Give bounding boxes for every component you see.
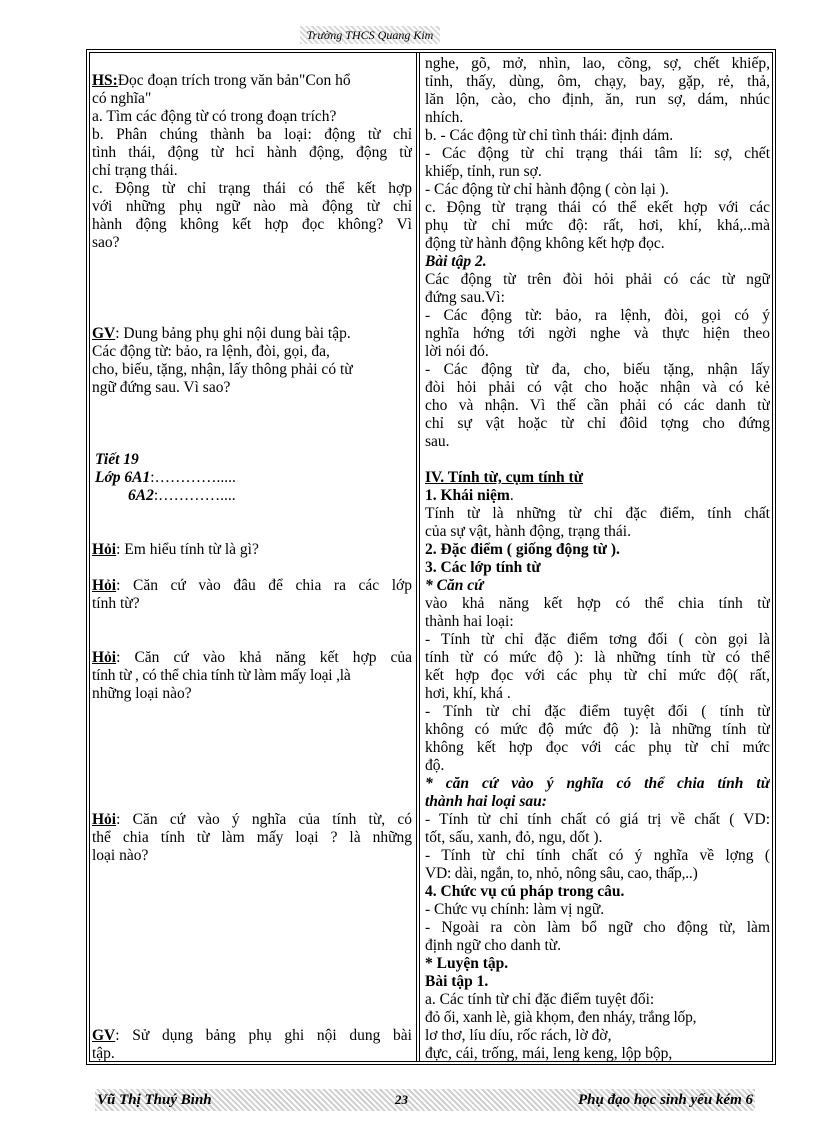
answer-line: động từ hành động không kết hợp đọc. (425, 235, 665, 252)
concept-line: Tính từ là những từ chỉ đặc điểm, tính chất (425, 505, 770, 522)
answer-line: nhích. (425, 109, 464, 126)
page-footer (95, 1089, 755, 1111)
gv1-line (92, 325, 351, 343)
footer-subject: Phụ đạo học sinh yếu kém 6 (577, 1092, 753, 1108)
hs-label: HS: (92, 72, 118, 89)
lop2-label: 6A2 (128, 487, 154, 504)
answer-line: khiếp, tỉnh, run sợ. (425, 163, 542, 180)
meaning-line: - Tính từ chỉ tính chất có ý nghĩa về lợng ( (425, 847, 770, 864)
exercise-2-line: nghĩa hớng tới ngời nghe và thực hiện theo (425, 325, 770, 342)
class-line: hơi, khí, khá . (425, 685, 511, 702)
gv1-line-3: ngữ đứng sau. Vì sao? (92, 379, 231, 396)
class-line: kết hợp đọc với các phụ từ chỉ mức độ( rất, (425, 667, 770, 684)
question-2 (92, 577, 412, 595)
page-number: 23 (395, 1092, 408, 1107)
hoi-label: Hỏi (92, 649, 117, 666)
exercise-1-line: a. Các tính từ chỉ đặc điểm tuyệt đối: (425, 991, 655, 1008)
lop2-dots: :………….... (153, 487, 236, 504)
student-column (425, 55, 770, 1063)
gv2-text: : Sử dụng bảng phụ ghi nội dung bài (115, 1027, 412, 1044)
gv1-line-1: Các động từ: bảo, ra lệnh, đòi, gọi, đa, (92, 343, 330, 360)
class-line: không kết hợp đọc với các phụ từ chỉ mức (425, 739, 770, 756)
hoi-label: Hỏi (92, 541, 117, 558)
q4-text: : Căn cứ vào ý nghĩa của tính từ, có (116, 811, 412, 828)
answer-line: nghe, gõ, mở, nhìn, lao, cõng, sợ, chết khiếp, (425, 55, 770, 72)
q2-text: : Căn cứ vào đâu để chia ra các lớp (116, 577, 412, 594)
hs-line (92, 72, 351, 90)
question-4-line-3: loại nào? (92, 847, 149, 864)
hs-line-4: tình thái, động từ hcỉ hành động, động từ (92, 144, 412, 161)
concept-heading (425, 487, 514, 505)
exercise-2-line: đứng sau.Vì: (425, 289, 505, 306)
class-6a1 (95, 469, 236, 487)
q3-text: : Căn cứ vào khả năng kết hợp của (116, 649, 412, 666)
answer-line: phụ từ chỉ mức độ: rất, hơi, khí, khá,..mà (425, 217, 770, 234)
hs-text: Đọc đoạn trích trong văn bản"Con hổ (117, 72, 351, 89)
class-6a2 (128, 487, 236, 505)
class-title: 3. Các lớp tính từ (425, 559, 541, 576)
hs-line-9: sao? (92, 234, 120, 251)
class-line: tính từ có mức độ ): là những tính từ có thể (425, 649, 770, 666)
exercise-2-line: - Các động từ đa, cho, biếu tặng, nhận lấy (425, 361, 770, 378)
meaning-basis-line-2: thành hai loại sau: (425, 793, 547, 810)
hs-line-6: c. Động từ chỉ trạng thái có thể kết hợp (92, 180, 412, 197)
exercise-2-line: đòi hỏi phải có vật cho hoặc nhận và có kẻ (425, 379, 770, 396)
q1-text: : Em hiểu tính từ là gì? (116, 541, 259, 558)
hs-line-8: hành động không kết hợp đọc không? Vì (92, 216, 412, 233)
exercise-1-line: lơ thơ, líu díu, rốc rách, lờ đờ, (425, 1027, 612, 1044)
question-4-line-2: thể chia tính từ làm mấy loại ? là những (92, 829, 412, 846)
gv1-line-2: cho, biếu, tặng, nhận, lấy thông phải có từ (92, 361, 353, 378)
concept-line: của sự vật, hành động, trạng thái. (425, 523, 631, 540)
syntax-line: định ngữ cho danh từ. (425, 937, 562, 954)
exercise-1-title: Bài tập 1. (425, 973, 489, 990)
class-line: thành hai loại: (425, 613, 514, 630)
answer-line: - Các động từ chỉ hành động ( còn lại ). (425, 181, 669, 198)
question-3-line-3: những loại nào? (92, 685, 192, 702)
answer-line: - Các động từ chỉ trạng thái tâm lí: sợ, chết (425, 145, 770, 162)
feature-title: 2. Đặc điểm ( giống động từ ). (425, 541, 620, 558)
meaning-line: - Tính từ chỉ tính chất có giá trị về chất ( VD: (425, 811, 770, 828)
gv2-line-2: tập. (92, 1045, 115, 1062)
class-line: - Tính từ chỉ đặc điểm tơng đối ( còn gọi là (425, 631, 770, 648)
exercise-2-line: chỉ sự vật hoặc từ chỉ đôid tợng cho đứng (425, 415, 770, 432)
tiet-label: Tiết 19 (95, 451, 139, 468)
class-line: vào khả năng kết hợp có thể chia tính từ (425, 595, 770, 612)
exercise-2-line: - Các động từ: bảo, ra lệnh, đòi, gọi có ý (425, 307, 770, 324)
question-1 (92, 541, 259, 559)
basis-label: * Căn cứ (425, 577, 484, 594)
hs-line-2: a. Tìm các động từ có trong đoạn trích? (92, 108, 337, 125)
syntax-line: - Ngoài ra còn làm bổ ngữ cho động từ, làm (425, 919, 770, 936)
gv-label: GV (92, 1027, 116, 1044)
page-header (300, 26, 440, 44)
exercise-2-line: sau. (425, 433, 450, 450)
class-line: độ. (425, 757, 445, 774)
hs-line-5: chỉ trạng thái. (92, 162, 178, 179)
exercise-1-line: đực, cái, trống, mái, leng keng, lộp bộp, (425, 1045, 673, 1062)
meaning-line: VD: dài, ngắn, to, nhỏ, nông sâu, cao, thấp,..) (425, 865, 698, 882)
concept-title: 1. Khái niệm (425, 487, 510, 504)
question-3-line-2: tính từ , có thể chia tính từ làm mấy loại ,là (92, 667, 351, 684)
syntax-line: - Chức vụ chính: làm vị ngữ. (425, 901, 605, 918)
school-name: Trường THCS Quang Kim (306, 28, 434, 42)
exercise-2-title: Bài tập 2. (425, 253, 487, 270)
question-2-line-2: tính từ? (92, 595, 140, 612)
class-line: - Tính từ chỉ đặc điểm tuyệt đối ( tính từ (425, 703, 770, 720)
question-3 (92, 649, 412, 667)
hs-line-3: b. Phân chúng thành ba loại: động từ chỉ (92, 126, 412, 143)
meaning-line: tốt, sấu, xanh, đỏ, ngu, dốt ). (425, 829, 603, 846)
meaning-basis-line-1: * căn cứ vào ý nghĩa có thể chia tính từ (425, 775, 770, 792)
gv2-line (92, 1027, 412, 1045)
hs-line-1: có nghĩa" (92, 90, 152, 107)
concept-dot: . (509, 487, 514, 504)
section-4-title: IV. Tính từ, cụm tính từ (425, 469, 584, 486)
question-4 (92, 811, 412, 829)
hoi-label: Hỏi (92, 811, 117, 828)
footer-author: Vũ Thị Thuý Bình (97, 1092, 212, 1108)
syntax-title: 4. Chức vụ cú pháp trong câu. (425, 883, 625, 900)
hs-line-7: với những phụ ngữ nào mà động từ chỉ (92, 198, 412, 215)
column-divider (416, 52, 420, 1062)
exercise-2-line: lời nói đó. (425, 343, 489, 360)
answer-line: tỉnh, thấy, dùng, ôm, chạy, bay, gặp, rẻ, thả, (425, 73, 770, 90)
lop-label: Lớp 6A1 (95, 469, 151, 486)
exercise-2-line: cho và nhận. Vì thế cần phải có các danh từ (425, 397, 770, 414)
class-line: không có mức độ mức độ ): là những tính từ (425, 721, 770, 738)
exercise-2-line: Các động từ trên đòi hỏi phải có các từ ngữ (425, 271, 770, 288)
practice-title: * Luyện tập. (425, 955, 509, 972)
teacher-column (92, 55, 412, 1063)
answer-line: b. - Các động từ chỉ tình thái: định dám. (425, 127, 674, 144)
answer-line: lăn lộn, cào, cho định, ăn, run sợ, dám, nhúc (425, 91, 770, 108)
exercise-1-line: đỏ ối, xanh lè, già khọm, đen nháy, trắng lốp, (425, 1009, 697, 1026)
gv-label: GV (92, 325, 116, 342)
hoi-label: Hỏi (92, 577, 117, 594)
gv1-text: : Dung bảng phụ ghi nội dung bài tập. (115, 325, 351, 342)
answer-line: c. Động từ trạng thái có thể ekết hợp với các (425, 199, 770, 216)
lop1-dots: :…………..... (150, 469, 236, 486)
